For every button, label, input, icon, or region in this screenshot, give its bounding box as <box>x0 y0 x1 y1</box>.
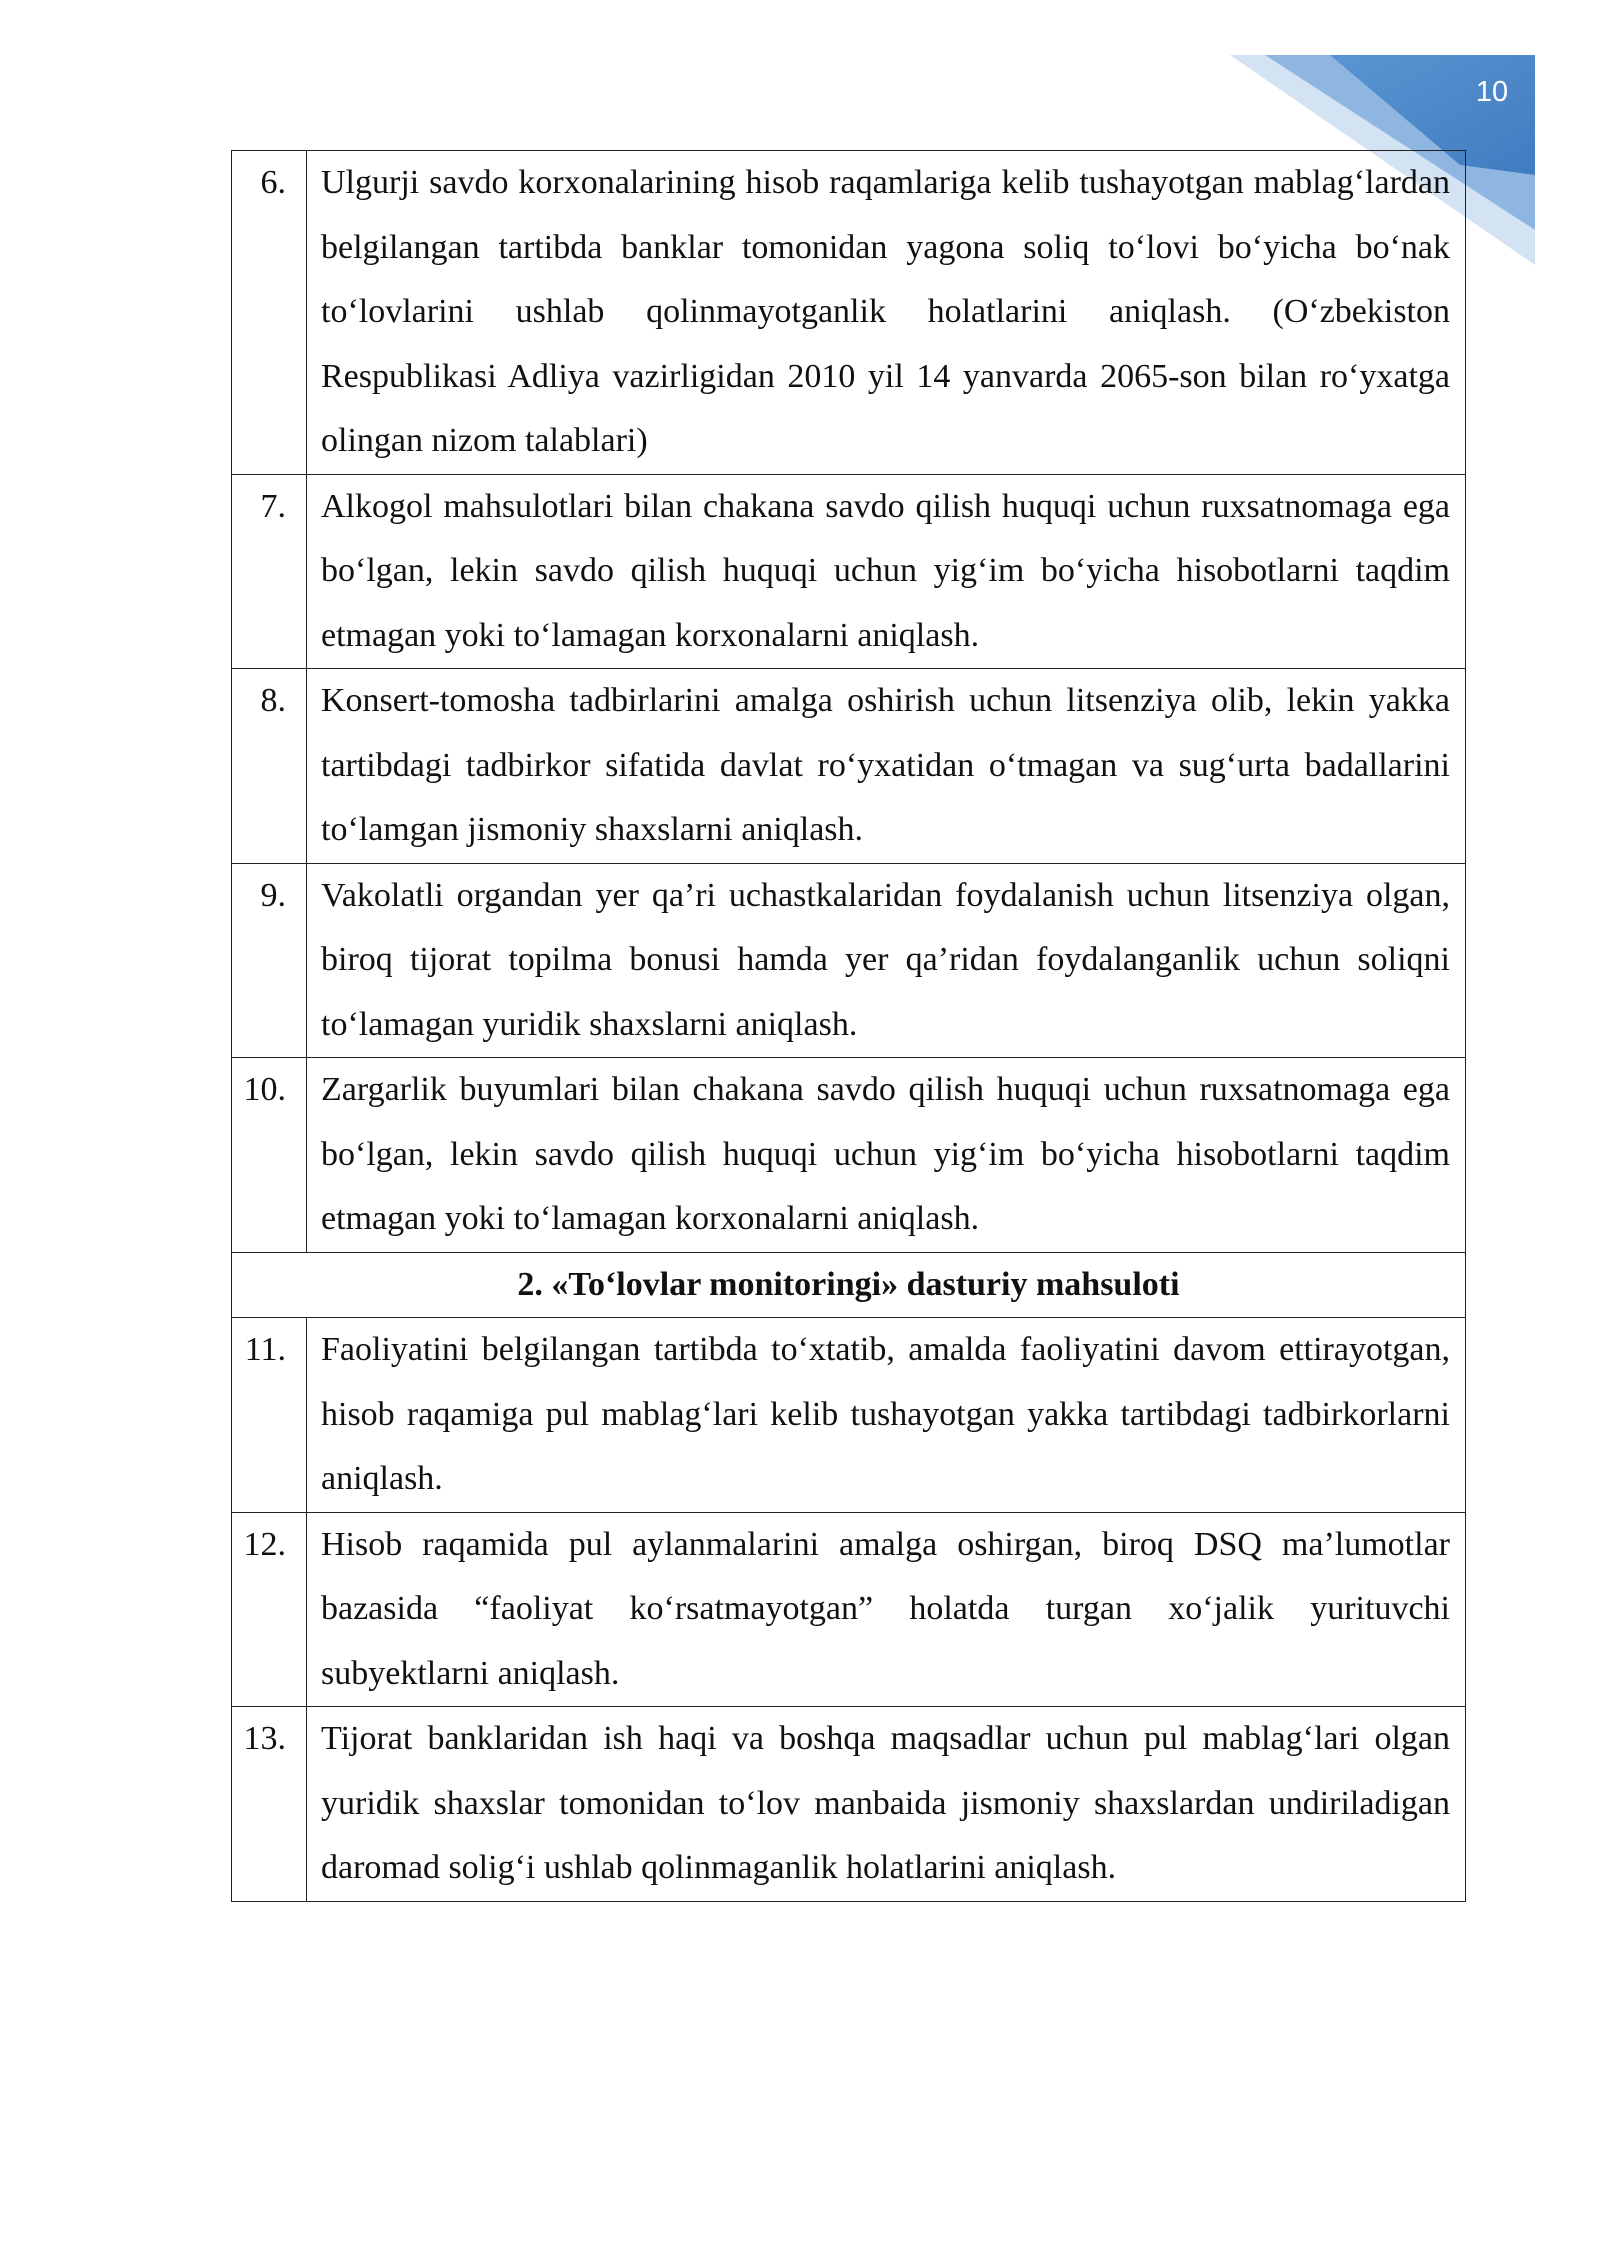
table-row <box>232 1058 1466 1253</box>
row-number: 13. <box>232 1707 307 1902</box>
table-row <box>232 669 1466 864</box>
table-row <box>232 1512 1466 1707</box>
page-number: 10 <box>1475 76 1509 108</box>
table-row <box>232 863 1466 1058</box>
row-text: Zargarlik buyumlari bilan chakana savdo qilish huquqi uchun ruxsatnomaga ega bo‘lgan, lekin savdo qilish huquqi uchun yig‘im bo‘yicha hisobotlarni taqdim etmagan yoki to‘lamagan korxonalarni aniqlash. <box>307 1058 1466 1253</box>
row-text: Faoliyatini belgilangan tartibda to‘xtatib, amalda faoliyatini davom ettirayotgan, hisob raqamiga pul mablag‘lari kelib tushayotgan yakka tartibdagi tadbirkorlarni aniqlash. <box>307 1318 1466 1513</box>
table-row <box>232 1318 1466 1513</box>
requirements-table <box>231 150 1466 1902</box>
row-number: 9. <box>232 863 307 1058</box>
row-number: 7. <box>232 474 307 669</box>
row-number: 10. <box>232 1058 307 1253</box>
row-number: 8. <box>232 669 307 864</box>
row-text: Vakolatli organdan yer qa’ri uchastkalaridan foydalanish uchun litsenziya olgan, biroq tijorat topilma bonusi hamda yer qa’ridan foydalanganlik uchun soliqni to‘lamagan yuridik shaxslarni aniqlash. <box>307 863 1466 1058</box>
row-text: Tijorat banklaridan ish haqi va boshqa maqsadlar uchun pul mablag‘lari olgan yuridik shaxslar tomonidan to‘lov manbaida jismoniy shaxslardan undiriladigan daromad solig‘i ushlab qolinmaganlik holatlarini aniqlash. <box>307 1707 1466 1902</box>
table-row <box>232 1707 1466 1902</box>
row-number: 11. <box>232 1318 307 1513</box>
row-text: Alkogol mahsulotlari bilan chakana savdo qilish huquqi uchun ruxsatnomaga ega bo‘lgan, lekin savdo qilish huquqi uchun yig‘im bo‘yicha hisobotlarni taqdim etmagan yoki to‘lamagan korxonalarni aniqlash. <box>307 474 1466 669</box>
row-number: 12. <box>232 1512 307 1707</box>
row-text: Konsert-tomosha tadbirlarini amalga oshirish uchun litsenziya olib, lekin yakka tartibdagi tadbirkor sifatida davlat ro‘yxatidan o‘tmagan va sug‘urta badallarini to‘lamgan jismoniy shaxslarni aniqlash. <box>307 669 1466 864</box>
row-number: 6. <box>232 151 307 475</box>
section-heading: 2. «To‘lovlar monitoringi» dasturiy mahsuloti <box>232 1252 1466 1318</box>
table-row <box>232 151 1466 475</box>
row-text: Ulgurji savdo korxonalarining hisob raqamlariga kelib tushayotgan mablag‘lardan belgilangan tartibda banklar tomonidan yagona soliq to‘lovi bo‘yicha bo‘nak to‘lovlarini ushlab qolinmayotganlik holatlarini aniqlash. (O‘zbekiston Respublikasi Adliya vazirligidan 2010 yil 14 yanvarda 2065-son bilan ro‘yxatga olingan nizom talablari) <box>307 151 1466 475</box>
row-text: Hisob raqamida pul aylanmalarini amalga oshirgan, biroq DSQ ma’lumotlar bazasida “faoliyat ko‘rsatmayotgan” holatda turgan xo‘jalik yurituvchi subyektlarni aniqlash. <box>307 1512 1466 1707</box>
section-header-row <box>232 1252 1466 1318</box>
table-row <box>232 474 1466 669</box>
